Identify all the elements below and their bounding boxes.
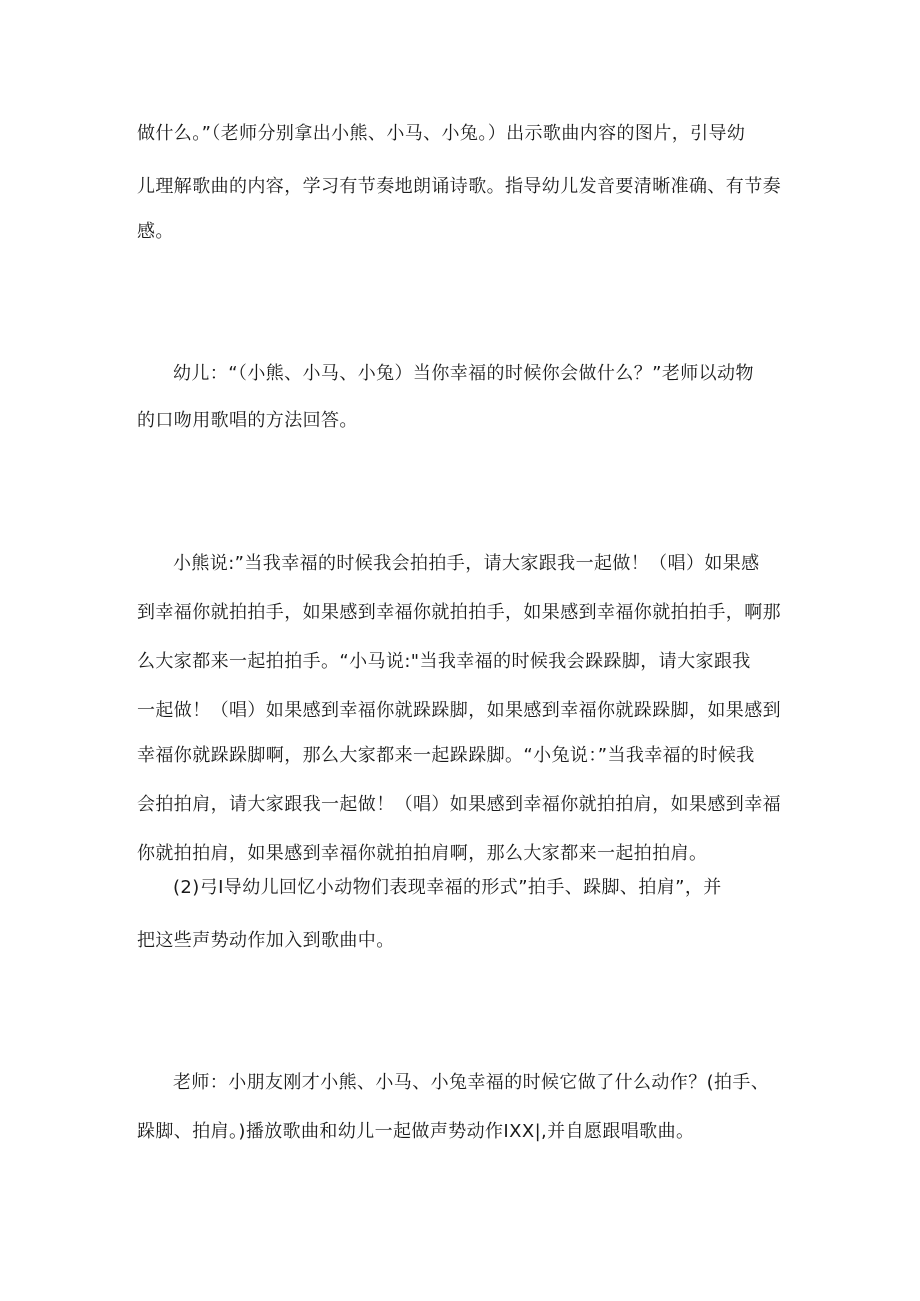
text-line: 跺脚、拍肩。)播放歌曲和幼儿一起做声势动作IXX|,并自愿跟唱歌曲。 bbox=[137, 1121, 695, 1142]
text-line: 会拍拍肩，请大家跟我一起做！（唱）如果感到幸福你就拍拍肩，如果感到幸福 bbox=[137, 794, 781, 815]
text-line: 把这些声势动作加入到歌曲中。 bbox=[137, 930, 395, 951]
text-line: 做什么。”（老师分别拿出小熊、小马、小兔。）出示歌曲内容的图片，引导幼 bbox=[137, 123, 746, 144]
text-line: 你就拍拍肩，如果感到幸福你就拍拍肩啊，那么大家都来一起拍拍肩。 bbox=[137, 843, 708, 864]
text-line: 幼儿：“（小熊、小马、小兔）当你幸福的时候你会做什么？”老师以动物 bbox=[173, 363, 754, 384]
text-line: 儿理解歌曲的内容，学习有节奏地朗诵诗歌。指导幼儿发音要清晰准确、有节奏 bbox=[137, 176, 781, 197]
text-line: 感。 bbox=[137, 221, 174, 242]
text-line: 到幸福你就拍拍手，如果感到幸福你就拍拍手，如果感到幸福你就拍拍手，啊那 bbox=[137, 602, 781, 623]
text-line: 小熊说:”当我幸福的时候我会拍拍手，请大家跟我一起做！（唱）如果感 bbox=[173, 553, 760, 574]
text-line: 一起做！（唱）如果感到幸福你就跺跺脚，如果感到幸福你就跺跺脚，如果感到 bbox=[137, 700, 781, 721]
text-line: 老师：小朋友刚才小熊、小马、小兔幸福的时候它做了什么动作？(拍手、 bbox=[173, 1072, 770, 1093]
text-line: 幸福你就跺跺脚啊，那么大家都来一起跺跺脚。“小兔说：”当我幸福的时候我 bbox=[137, 745, 755, 766]
text-line: 的口吻用歌唱的方法回答。 bbox=[137, 410, 358, 431]
text-line: (2)弓I导幼儿回忆小动物们表现幸福的形式”拍手、跺脚、拍肩”，并 bbox=[173, 877, 722, 898]
text-line: 么大家都来一起拍拍手。“小马说:"当我幸福的时候我会跺跺脚，请大家跟我 bbox=[137, 651, 751, 672]
